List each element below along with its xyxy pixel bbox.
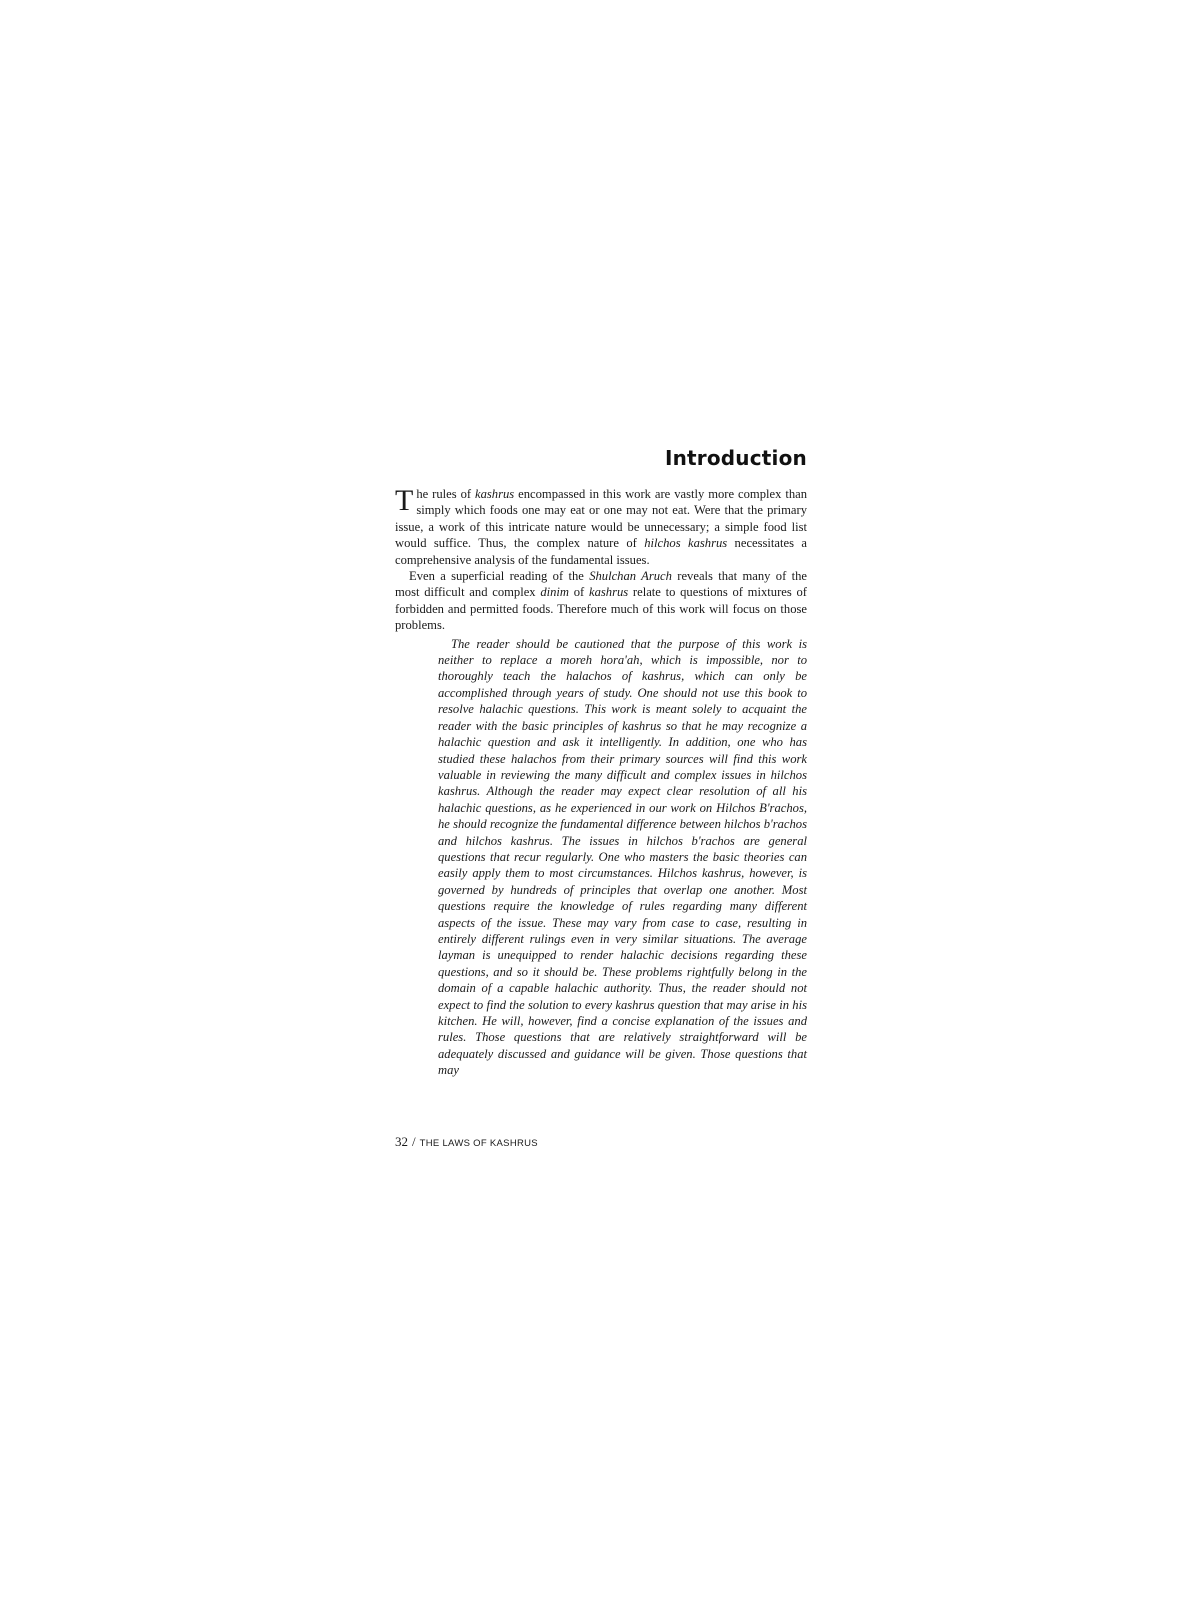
italic-term: hilchos kashrus: [644, 536, 728, 551]
page-title: Introduction: [664, 446, 807, 470]
paragraph-text: Even a superficial reading of the: [409, 569, 590, 584]
running-title: THE LAWS OF KASHRUS: [419, 1138, 538, 1149]
paragraph-second: [395, 568, 807, 634]
paragraph-text: reveals that many of the most difficult and complex: [395, 569, 807, 600]
page-body: [395, 446, 807, 1079]
page-number: 32: [395, 1134, 408, 1149]
paragraph-text: he rules of: [416, 487, 475, 501]
paragraph-intro: [395, 486, 807, 568]
italic-term: kashrus: [475, 487, 515, 501]
paragraph-text: of: [569, 585, 589, 600]
footer-separator: /: [412, 1134, 416, 1149]
drop-cap: T: [395, 484, 414, 517]
paragraph-text: relate to questions of mixtures of forbidden and permitted foods. Therefore much of this work will focus on those problems.: [395, 585, 807, 633]
italic-term: Shulchan Aruch: [589, 569, 672, 584]
caution-block: The reader should be cautioned that the purpose of this work is neither to replace a moreh hora'ah, which is impossible, nor to thoroughly teach the halachos of kashrus, which can only be accomplished through years of study. One should not use this book to resolve halachic questions. This work is meant solely to acquaint the reader with the basic principles of kashrus so that he may recognize a halachic question and ask it intelligently. In addition, one who has studied these halachos from their primary sources will find this work valuable in reviewing the many difficult and complex issues in hilchos kashrus. Although the reader may expect clear resolution of all his halachic questions, as he experienced in our work on Hilchos B'rachos, he should recognize the fundamental difference between hilchos b'rachos and hilchos kashrus. The issues in hilchos b'rachos are general questions that recur regularly. One who masters the basic theories can easily apply them to most circumstances. Hilchos kashrus, however, is governed by hundreds of principles that overlap one another. Most questions require the knowledge of rules regarding many different aspects of the issue. These may vary from case to case, resulting in entirely different rulings even in very similar situations. The average layman is unequipped to render halachic decisions regarding these questions, and so it should be. These problems rightfully belong in the domain of a capable halachic authority. Thus, the reader should not expect to find the solution to every kashrus question that may arise in his kitchen. He will, however, find a concise explanation of the issues and rules. Those questions that are relatively straightforward will be adequately discussed and guidance will be given. Those questions that may: [438, 636, 807, 1078]
italic-term: kashrus: [588, 585, 629, 600]
page-footer: [395, 1134, 538, 1150]
paragraph-text: necessitates a comprehensive analysis of the fundamental issues.: [395, 536, 807, 567]
italic-term: dinim: [540, 585, 570, 600]
paragraph-text: encompassed in this work are vastly more complex than simply which foods one may eat or one may not eat. Were that the primary issue, a work of this intricate nature would be unnecessary; a simple food list would suffice. Thus, the complex nature of: [395, 487, 807, 551]
